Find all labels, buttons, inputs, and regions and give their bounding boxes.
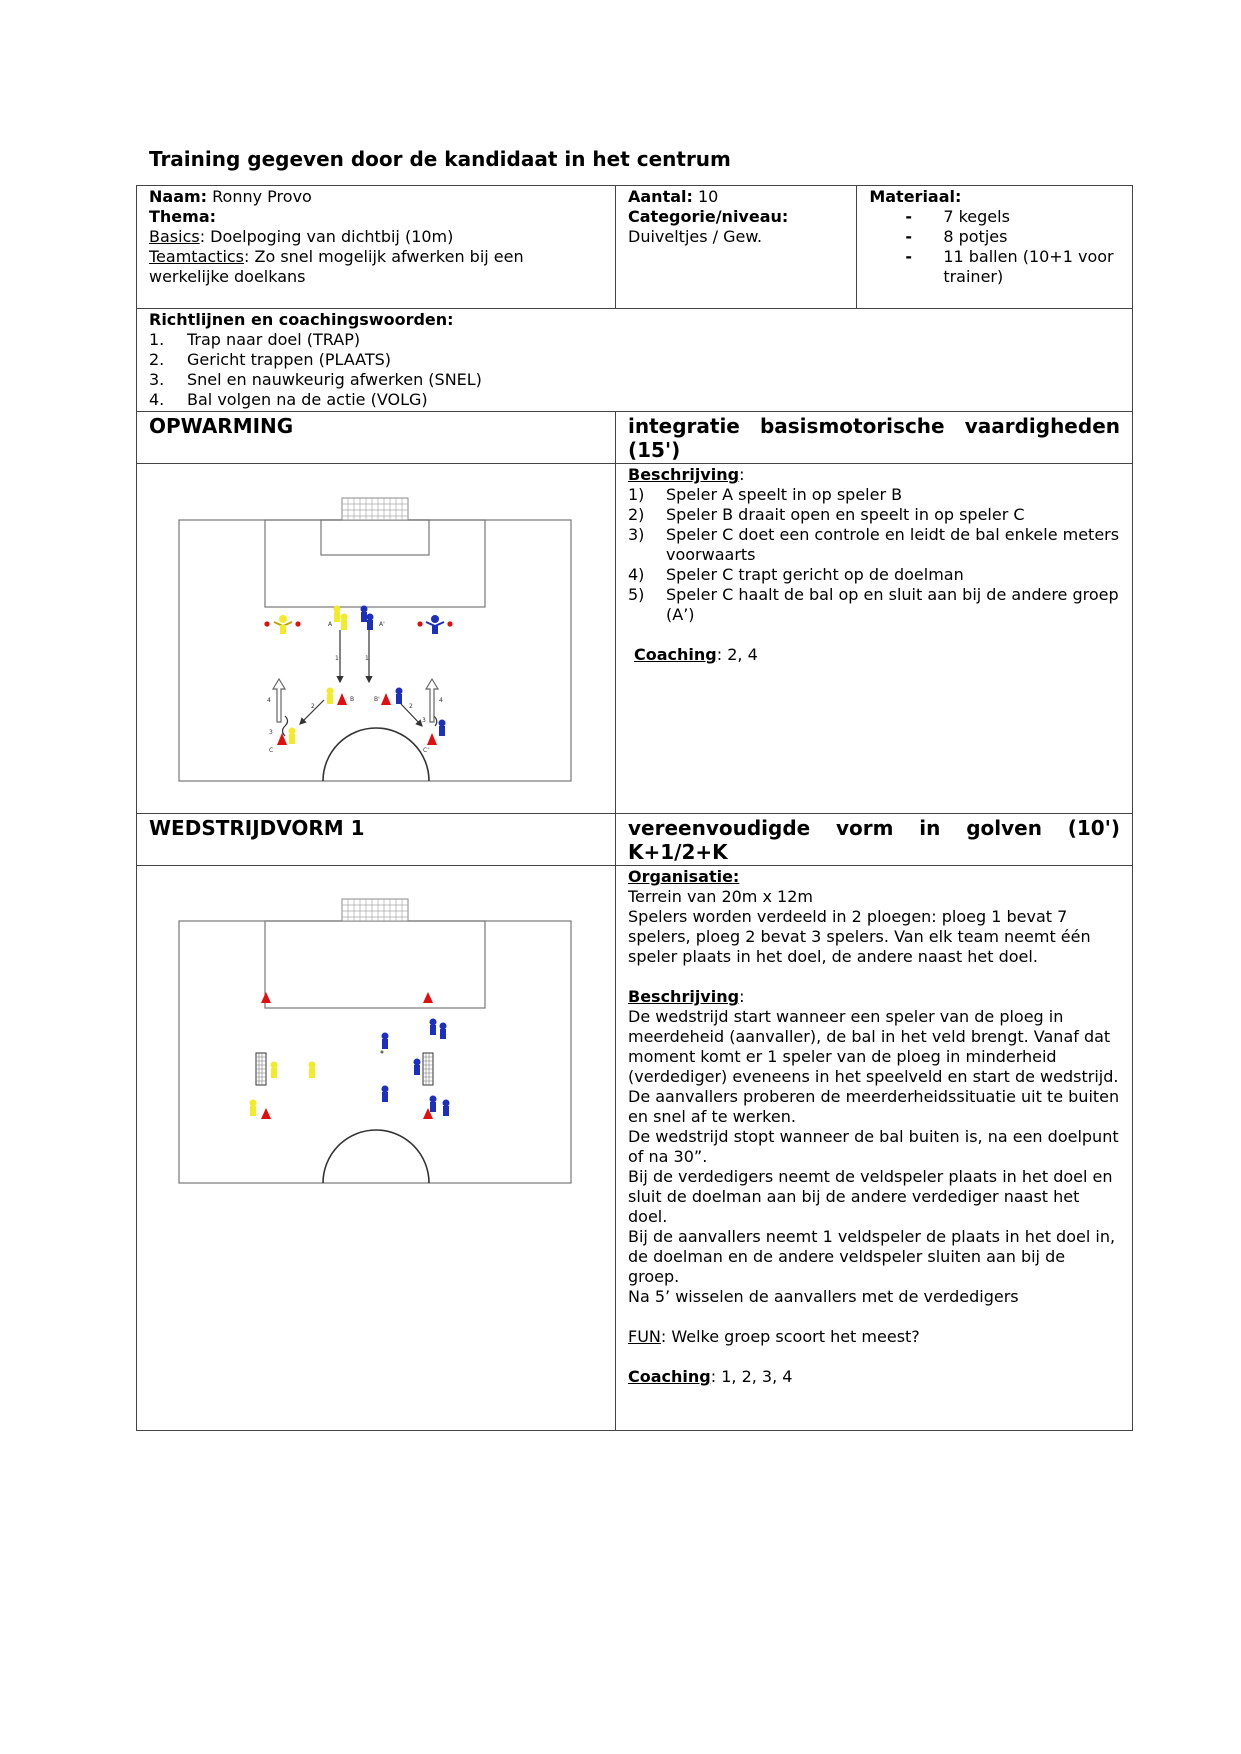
richtlijn-item: 2. Gericht trappen (PLAATS) (149, 350, 392, 369)
field-outline (179, 921, 571, 1183)
richtlijn-item: 3. Snel en nauwkeurig afwerken (SNEL) (149, 370, 482, 389)
player-blue (361, 606, 368, 623)
beschrijving-paragraph: De wedstrijd start wanneer een speler van de ploeg in meerdeheid (aanvaller), de bal in het veld brengt. Vanaf dat moment komt er 1 speler van de ploeg in minderheid (verdediger) eveneens in het speelveld en start de wedstrijd. De aanvallers proberen de meerderheidssituatie uit te buiten en snel af te werken. (628, 1007, 1120, 1126)
step-item: 3) Speler C doet een controle en leidt de bal enkele meters voorwaarts (628, 525, 1120, 564)
step-item: 1) Speler A speelt in op speler B (628, 485, 903, 504)
categorie-label: Categorie/niveau: (628, 207, 789, 226)
beschrijving-label: Beschrijving (628, 465, 740, 484)
penalty-box (265, 921, 485, 1008)
field-outline (179, 520, 571, 781)
materiaal-item: - 11 ballen (10+1 voor trainer) (905, 247, 1114, 286)
cones (261, 992, 433, 1119)
naam-value: Ronny Provo (212, 187, 312, 206)
svg-text:A: A (328, 621, 333, 628)
coaching-value: : 1, 2, 3, 4 (710, 1367, 793, 1386)
goalkeeper-yellow (274, 615, 292, 634)
wedstrijdvorm-heading-row (137, 814, 1133, 866)
svg-text:2: 2 (409, 703, 413, 710)
beschrijving-paragraph: De wedstrijd stopt wanneer de bal buiten is, na een doelpunt of na 30”. (628, 1127, 1119, 1166)
svg-text:B: B (350, 696, 355, 703)
page-title: Training gegeven door de kandidaat in het centrum (149, 147, 731, 171)
beschrijving-label: Beschrijving (628, 987, 740, 1006)
naam-label: Naam: (149, 187, 208, 206)
cone (427, 733, 437, 745)
small-goal-right (423, 1053, 433, 1085)
goalkeeper-blue (426, 615, 444, 634)
opwarming-heading-row (137, 412, 1133, 464)
player-yellow (341, 614, 348, 631)
svg-text:2: 2 (311, 703, 315, 710)
cone (381, 693, 391, 705)
training-sheet-table (136, 185, 1133, 1431)
center-circle (323, 728, 429, 781)
materiaal-cell (857, 186, 1133, 309)
info-row (137, 186, 1133, 309)
svg-text:C: C (269, 747, 274, 754)
wedstrijdvorm-content-row (137, 866, 1133, 1431)
player-blue (396, 688, 403, 705)
step-item: 2) Speler B draait open en speelt in op speler C (628, 505, 1025, 524)
aantal-label: Aantal: (628, 187, 693, 206)
step-item: 5) Speler C haalt de bal op en sluit aan bij de andere groep (A’) (628, 585, 1119, 624)
richtlijn-item: 1. Trap naar doel (TRAP) (149, 330, 361, 349)
pass-arrows (300, 630, 422, 726)
player-blue (439, 720, 446, 737)
wedstrijdvorm-subheading: vereenvoudigde vorm in golven (10') K+1/2+K (616, 814, 1133, 866)
fun-label: FUN (628, 1327, 661, 1346)
goal-box (321, 520, 429, 555)
materiaal-item: - 7 kegels (905, 207, 1010, 226)
aantal-cell (616, 186, 857, 309)
wedstrijdvorm-diagram-cell (137, 866, 616, 1431)
opwarming-content-row (137, 464, 1133, 814)
opwarming-diagram-cell (137, 464, 616, 814)
opwarming-heading: OPWARMING (137, 412, 616, 464)
svg-text:4: 4 (267, 697, 271, 704)
wedstrijdvorm-text-cell: Organisatie: Terrein van 20m x 12m Spelers worden verdeeld in 2 ploegen: ploeg 1 bevat 7 spelers, ploeg 2 bevat 3 spelers. Van elk team neemt één speler plaats in het doel, de andere naast het doel. Beschrijving: De wedstrijd start wanneer een speler van de ploeg in meerdeheid (aanvaller), de bal in het veld brengt. Vanaf dat moment komt er 1 speler van de ploeg in minderheid (verdediger) eveneens in het speelveld en start de wedstrijd. De aanvallers proberen de meerderheidssituatie uit te buiten en snel af te werken. De wedstrijd stopt wanneer de bal buiten is, na een doelpunt of na 30”. Bij de verdedigers neemt de veldspeler plaats in het doel en sluit de doelman aan bij de andere verdediger naast het doel. Bij de aanvallers neemt 1 veldspeler de plaats in het doel in, de doelman en de andere veldspeler sluiten aan bij de groep. Na 5’ wisselen de aanvallers met de verdedigers FUN: Welke groep scoort het meest? Coaching: 1, 2, 3, 4 (616, 866, 1133, 1431)
player-yellow (334, 606, 341, 623)
materiaal-list (869, 207, 1120, 287)
materiaal-label: Materiaal: (869, 187, 962, 206)
center-circle (323, 1130, 429, 1183)
organisatie-text: Terrein van 20m x 12m (628, 887, 813, 906)
blue-players (382, 1019, 450, 1117)
cone (337, 693, 347, 705)
opwarming-subheading: integratie basismotorische vaardigheden (15') (616, 412, 1133, 464)
step-item: 4) Speler C trapt gericht op de doelman (628, 565, 964, 584)
teamtactics-value: : Zo snel mogelijk afwerken bij een werkelijke doelkans (149, 247, 524, 286)
opwarming-text-cell: Beschrijving: 1) Speler A speelt in op speler B 2) Speler B draait open en speelt in op speler C 3) Speler C doet een controle en leidt de bal enkele meters voorwaarts 4) Speler C trapt gericht op de doelman 5) Speler C haalt de bal op en sluit aan bij de andere groep (A’) Coaching: 2, 4 (616, 464, 1133, 814)
fun-value: : Welke groep scoort het meest? (660, 1327, 920, 1346)
ball (381, 1051, 384, 1054)
organisatie-label: Organisatie: (628, 867, 740, 886)
categorie-value: Duiveltjes / Gew. (628, 227, 763, 246)
richtlijnen-label: Richtlijnen en coachingswoorden: (149, 310, 454, 329)
thema-label: Thema: (149, 207, 217, 226)
richtlijn-item: 4. Bal volgen na de actie (VOLG) (149, 390, 428, 409)
small-goal-left (256, 1053, 266, 1085)
svg-text:A': A' (379, 621, 385, 628)
opwarming-steps (628, 485, 1120, 625)
coaching-label: Coaching (634, 645, 717, 664)
coaching-label: Coaching (628, 1367, 711, 1386)
cone (277, 733, 287, 745)
organisatie-paragraph: Spelers worden verdeeld in 2 ploegen: ploeg 1 bevat 7 spelers, ploeg 2 bevat 3 spelers. Van elk team neemt één speler plaats in het doel, de andere naast het doel. (628, 907, 1091, 966)
wedstrijdvorm-field-diagram (137, 866, 615, 1186)
shot-arrows (273, 679, 438, 722)
goal-net (342, 498, 408, 520)
player-yellow (289, 728, 296, 745)
basics-label: Basics (149, 227, 200, 246)
richtlijnen-list (149, 330, 1120, 410)
svg-text:B': B' (374, 696, 380, 703)
svg-text:C': C' (423, 747, 429, 754)
materiaal-item: - 8 potjes (905, 227, 1008, 246)
wedstrijdvorm-heading: WEDSTRIJDVORM 1 (137, 814, 616, 866)
player-blue (367, 614, 374, 631)
teamtactics-label: Teamtactics (149, 247, 245, 266)
player-yellow (327, 688, 334, 705)
penalty-box (265, 520, 485, 607)
svg-text:1: 1 (335, 655, 339, 662)
beschrijving-paragraph: Bij de verdedigers neemt de veldspeler plaats in het doel en sluit de doelman aan bij de andere verdediger naast het doel. (628, 1167, 1113, 1226)
marker-dots (264, 621, 452, 626)
beschrijving-paragraph: Na 5’ wisselen de aanvallers met de verdedigers (628, 1287, 1019, 1306)
naam-thema-cell (137, 186, 616, 309)
richtlijnen-cell (137, 309, 1133, 412)
svg-text:3: 3 (269, 729, 273, 736)
aantal-value: 10 (698, 187, 719, 206)
goal-net (342, 899, 408, 921)
coaching-value: : 2, 4 (716, 645, 758, 664)
richtlijnen-row (137, 309, 1133, 412)
svg-text:1: 1 (365, 655, 369, 662)
svg-text:3: 3 (422, 717, 426, 724)
beschrijving-paragraph: Bij de aanvallers neemt 1 veldspeler de plaats in het doel in, de doelman en de andere veldspeler sluiten aan bij de groep. (628, 1227, 1116, 1286)
basics-value: : Doelpoging van dichtbij (10m) (199, 227, 454, 246)
opwarming-field-diagram (137, 464, 615, 808)
svg-text:4: 4 (439, 697, 443, 704)
